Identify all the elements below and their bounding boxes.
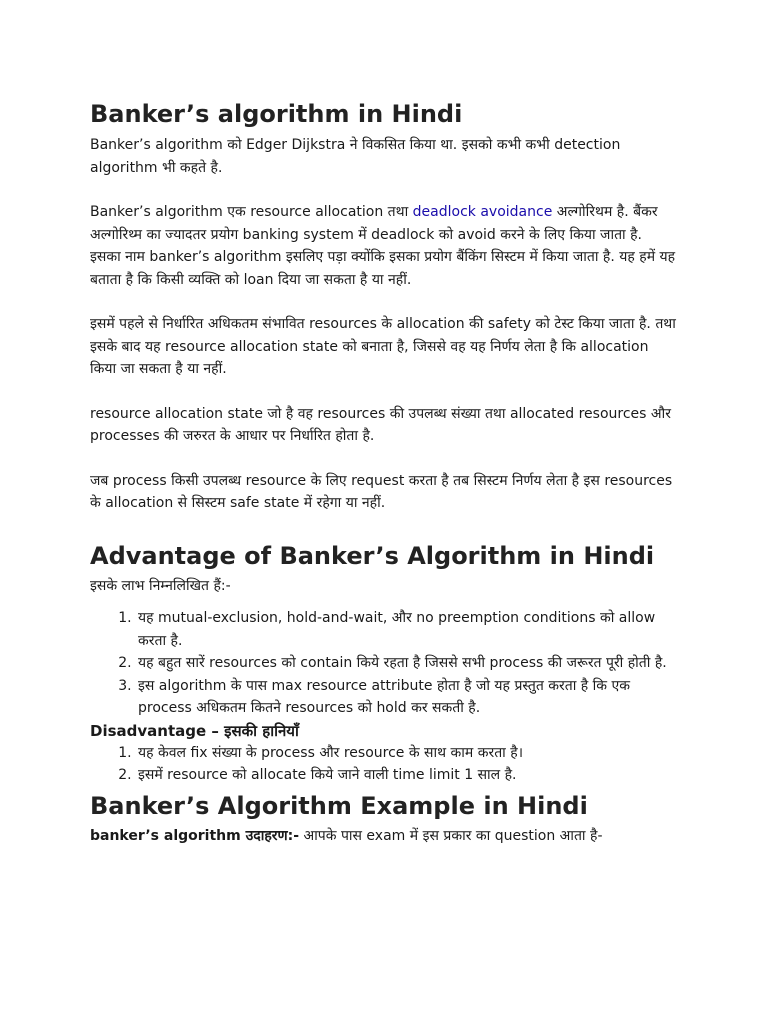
spacer xyxy=(90,381,678,403)
list-item: 1. यह केवल fix संख्या के process और resource के साथ काम करता है। xyxy=(136,742,678,765)
advantage-intro: इसके लाभ निम्नलिखित हैं:- xyxy=(90,577,231,594)
spacer xyxy=(90,448,678,470)
intro-paragraph: Banker’s algorithm को Edger Dijkstra ने विकसित किया था. इसको कभी कभी detection algorithm भी कहते है. xyxy=(90,137,621,176)
list-item: 2. यह बहुत सारें resources को contain किये रहता है जिससे सभी process की जरूरत पूरी होती है. xyxy=(136,652,678,675)
definition-text-before: Banker’s algorithm एक resource allocation तथा xyxy=(90,204,413,220)
list-item: 1. यह mutual-exclusion, hold-and-wait, और no preemption conditions को allow करता है. xyxy=(136,607,678,652)
name-origin-paragraph: इसका नाम banker’s algorithm इसलिए पड़ा क्योंकि इसका प्रयोग बैंकिंग सिस्टम में किया जाता है. यह हमें यह बताता है कि किसी व्यक्ति को loan दिया जा सकता है या नहीं. xyxy=(90,249,676,288)
advantage-list xyxy=(90,607,678,720)
definition-paragraph xyxy=(90,201,678,246)
example-lead-text: आपके पास exam में इस प्रकार का question आता है- xyxy=(299,827,603,844)
example-heading: Banker’s Algorithm Example in Hindi xyxy=(90,791,588,820)
disadvantage-list xyxy=(90,742,678,787)
page-title: Banker’s algorithm in Hindi xyxy=(90,100,463,128)
advantage-heading: Advantage of Banker’s Algorithm in Hindi xyxy=(90,541,655,570)
safety-paragraph: इसमें पहले से निर्धारित अधिकतम संभावित resources के allocation की safety को टेस्ट किया जाता है. तथा इसके बाद यह resource allocation state को बनाता है, जिससे वह यह निर्णय लेता है कि allocation किया जा सकता है या नहीं. xyxy=(90,316,676,377)
allocation-state-paragraph: resource allocation state जो है वह resources की उपलब्ध संख्या तथा allocated resources और processes की जरुरत के आधार पर निर्धारित होता है. xyxy=(90,405,671,444)
spacer xyxy=(90,179,678,201)
deadlock-avoidance-link[interactable]: deadlock avoidance xyxy=(412,204,553,220)
list-item: 3. इस algorithm के पास max resource attribute होता है जो यह प्रस्तुत करता है कि एक process अधिकतम कितने resources को hold कर सकती है. xyxy=(136,675,678,720)
article xyxy=(90,94,678,847)
request-paragraph: जब process किसी उपलब्ध resource के लिए request करता है तब सिस्टम निर्णय लेता है इस resources के allocation से सिस्टम safe state में रहेगा या नहीं. xyxy=(90,472,673,511)
spacer xyxy=(90,291,678,313)
example-lead-bold: banker’s algorithm उदाहरण:- xyxy=(90,827,300,844)
example-lead xyxy=(90,825,678,848)
disadvantage-heading: Disadvantage – इसकी हानियाँ xyxy=(90,721,299,740)
list-item: 2. इसमें resource को allocate किये जाने वाली time limit 1 साल है. xyxy=(136,764,678,787)
spacer xyxy=(90,597,678,607)
spacer xyxy=(90,515,678,537)
definition-text-after: अल्गोरिथम है. बैंकर अल्गोरिथ्म का ज्यादतर प्रयोग banking system में deadlock को avoid करने के लिए किया जाता है. xyxy=(90,204,658,243)
